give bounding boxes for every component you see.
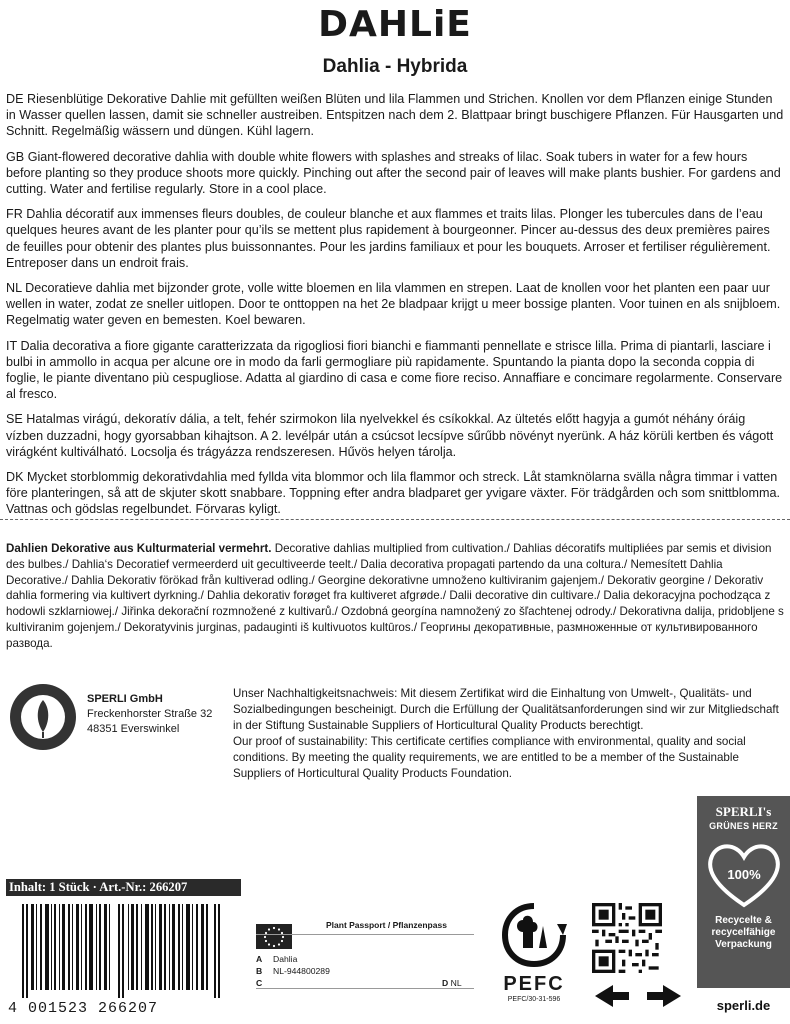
content-label: Inhalt: 1 Stück · Art.-Nr.: 266207 [6,879,241,896]
passport-letter-b: B [256,966,263,976]
passport-underline [256,988,474,989]
company-street: Freckenhorster Straße 32 [87,708,213,720]
green-heart-title: SPERLI's [715,804,772,819]
barcode-number: 4 001523 266207 [8,1000,159,1017]
website-link[interactable]: sperli.de [697,988,790,1024]
barcode-arrows-icon [593,981,683,1011]
green-heart-percent: 100% [726,867,761,882]
divider [0,519,790,520]
barcode-bars [8,904,238,998]
pefc-tree-icon [499,902,569,968]
description-de: DE Riesenblütige Dekorative Dahlie mit gefüllten weißen Blüten und lila Flammen und Strichen. Knollen vor dem Pflanzen einige Stunden in Wasser quellen lassen, damit sie schneller austreiben. Entspitzen nach dem 2. Blattpaar bringt buschigere Pflanzen. Für Hausgarten und Schnitt. Regelmäßig wässern und düngen. Kühl lagern. [6,92,784,139]
cultivation-bold: Dahlien Dekorative aus Kulturmaterial vermehrt. [6,542,272,555]
passport-value-b: NL-944800289 [273,966,330,976]
passport-letter-a: A [256,954,263,964]
green-heart-subtitle: GRÜNES HERZ [709,821,778,831]
plant-passport-heading: Plant Passport / Pflanzenpass [326,920,447,930]
green-heart-box [697,796,790,1024]
description-gb: GB Giant-flowered decorative dahlia with double white flowers with splashes and streaks of lilac. Soak tubers in water for a few hours before planting so they produce shoots more quickly. Pinching out after the second pair of leaves will make plants bushier. For gardens and cutting. Water and fertilise regularly. Store in a cool place. [6,149,781,197]
product-subtitle: Dahlia - Hybrida [322,56,468,77]
passport-letter-d: D [442,978,449,988]
description-it: IT Dalia decorativa a fiore gigante caratterizzata da rigogliosi fiori bianchi e fiammanti pennellate e strisce lilla. Prima di piantarli, lasciare i bulbi in ammollo in acqua per alcune ore in modo da farli germogliare più rapidamente. Spuntando la pianta dopo la seconda coppia di foglie, le piante diventano più cespugliose. Adatta al giardino di casa e come fiore reciso. Annaffiare e concimare regolarmente. Conservare al fresco. [6,338,783,402]
passport-row-d [442,978,462,988]
product-title: DAHLiE [318,4,472,45]
sustainability-en: Our proof of sustainability: This certificate certifies compliance with environmental, quality and social conditions. By meeting the quality requirements, we are entitled to be a member of the Sustainable Suppliers of Horticultural Quality Products Foundation. [233,735,746,780]
pefc-code: PEFC/30-31-596 [507,996,561,1003]
company-city: 48351 Everswinkel [87,723,180,735]
eu-flag-icon [256,924,292,949]
qr-code[interactable] [592,903,662,973]
description-nl: NL Decoratieve dahlia met bijzonder grote, volle witte bloemen en lila vlammen en strepen. Laat de knollen voor het planten een paar uur wellen in water, zodat ze sneller uitlopen. Door te onttoppen na het 2e bladpaar krijgt u meer bossige planten. Voor tuinen en als snijbloem. Regelmatig water geven en bemesten. Koel bewaren. [6,281,781,328]
cultivation-note [6,541,784,652]
description-se: SE Hatalmas virágú, dekoratív dália, a telt, fehér szirmokon lila nyelvekkel és csíkokkal. Az ültetés előtt hagyja a gumót néhány óráig vízben duzzadni, hogy gyorsabban kihajtson. A 2. levélpár után a csúcsot lecsípve sűrűbb növényt nyerünk. A ház körüli kertben és vágott virágként kultiválható. Locsolja és trágyázza rendszeresen. Hűvös helyen tárolja. [6,412,774,459]
passport-rule [256,934,474,935]
green-heart-recycle: Recycelte & recycelfähige Verpackung [711,915,776,950]
company-name: SPERLI GmbH [87,693,163,705]
sustainability-de: Unser Nachhaltigkeitsnachweis: Mit diesem Zertifikat wird die Einhaltung von Umwelt-, Qualitäts- und Sozialbedingungen bescheinigt. Durch die Erfüllung der Qualitätsanforderungen sind wir zur Mitgliedschaft in der Stiftung Sustainable Suppliers of Horticultural Quality Products berechtigt. [233,687,779,732]
company-address [87,692,212,737]
plant-passport [256,918,474,996]
passport-value-d: NL [450,978,462,988]
sustainable-supplier-logo [8,682,78,752]
description-fr: FR Dahlia décoratif aux immenses fleurs doubles, de couleur blanche et aux flammes et traits lilas. Plonger les tubercules dans de l’eau quelques heures avant de les planter pour qu’ils se mettent plus rapidement à bourgeonner. Pincer au-dessus des deux premières paires de feuilles pour obtenir des plantes plus buissonnantes. Pour les jardins familiaux et pour les bouquets. Arroser et fertiliser régulièrement. Entreposer dans un endroit frais. [6,207,771,270]
heart-icon [704,839,784,909]
description-dk: DK Mycket storblommig dekorativdahlia med fyllda vita blommor och lila flammor och streck. Låt stamknölarna svälla några timmar i vatten före planteringen, så att de skjuter skott snabbare. Toppning efter andra bladparet ger yvigare växter. För trädgården och som snittblomma. Vattnas och gödslas regelbundet. Förvaras kyligt. [6,470,781,517]
pefc-logo [492,902,576,1012]
passport-value-a: Dahlia [273,954,298,964]
cultivation-rest: Decorative dahlias multiplied from cultivation./ Dahlias décoratifs multipliées par semis et division des bulbes./ Dahlia‘s Decoratief vermeerderd uit gecultiveerde teelt./ Dalia decorativa propagati partendo da una coltura./ Nemesített Dahlia Decorative./ Dahlia Dekorativ förökad från kultiverad odling./ Georgine dekorativne umnoženo kultiviranim gajenjem./ Dekorativ georgine / Dekorativ dahlia formering via kultivert dyrkning./ Dahlia dekorativ forøget fra kultiveret afgrøde./ Dalii decorative din cultivare./ Dalia dekoracyjna pochodząca z hodowli szklarniowej./ Jiřinka dekorační rozmnožené z kultivarů./ Ozdobná georgína namnožený zo šľachtenej odrody./ Dekorativna dalija, pridobljene s kultiviranim gojenjem./ Dekoratyvinis jurginas, padauginti iš kultivuotos kultūros./ Георгины декоративные, размноженные от культивированного развода. [6,542,784,650]
passport-letter-c: C [256,978,263,988]
descriptions [6,91,784,518]
sustainability-text [233,686,783,782]
pefc-label: PEFC [503,973,565,995]
